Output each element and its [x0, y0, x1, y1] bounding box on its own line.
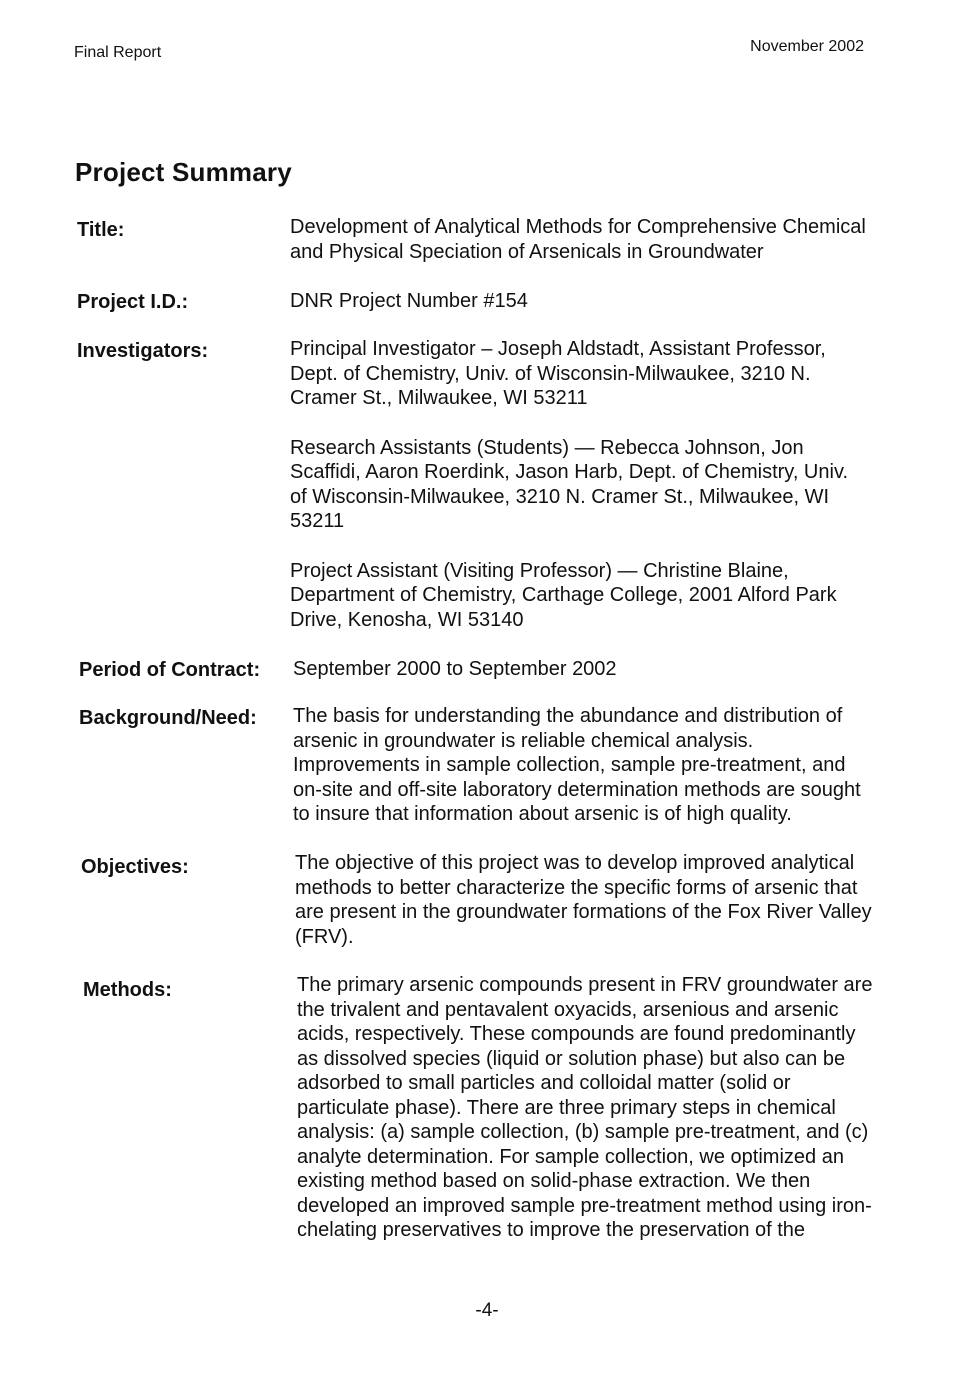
project-assistant-paragraph [290, 559, 848, 633]
text-line: the trivalent and pentavalent oxyacids, arsenious and arsenic [297, 998, 839, 1021]
text-line: Improvements in sample collection, sample pre-treatment, and [293, 754, 846, 776]
section-methods-label: Methods: [83, 979, 172, 1001]
section-period-label: Period of Contract: [79, 659, 261, 681]
text-line: The objective of this project was to develop improved analytical [295, 852, 855, 874]
text-line: Scaffidi, Aaron Roerdink, Jason Harb, Dept. of Chemistry, Univ. [290, 461, 849, 483]
principal-investigator-paragraph [290, 337, 848, 411]
text-line: arsenic in groundwater is reliable chemical analysis. [293, 729, 754, 752]
page-title: Project Summary [75, 157, 292, 187]
section-project-id-content: DNR Project Number #154 [290, 290, 528, 312]
text-line: chelating preservatives to improve the preservation of the [297, 1219, 806, 1241]
text-line: analysis: (a) sample collection, (b) sample pre-treatment, and (c) [297, 1121, 869, 1143]
text-line: The primary arsenic compounds present in FRV groundwater are [297, 974, 873, 996]
text-line: Drive, Kenosha, WI 53140 [290, 608, 524, 631]
header-left: Final Report [74, 44, 162, 61]
text-line: 53211 [290, 510, 345, 532]
text-line: to insure that information about arsenic is of high quality. [293, 803, 792, 825]
text-line: The basis for understanding the abundance and distribution of [293, 705, 843, 727]
section-project-id-label: Project I.D.: [77, 291, 189, 313]
research-assistants-paragraph [290, 436, 848, 534]
section-period-content: September 2000 to September 2002 [293, 658, 617, 680]
section-methods-content [297, 973, 872, 1243]
text-line: are present in the groundwater formations of the Fox River Valley [295, 901, 872, 923]
header-right: November 2002 [750, 38, 864, 55]
text-line: analyte determination. For sample collection, we optimized an [297, 1145, 844, 1168]
text-line: (FRV). [295, 925, 354, 948]
text-line: acids, respectively. These compounds are found predominantly [297, 1023, 856, 1045]
section-investigators-content [290, 337, 848, 632]
text-line: adsorbed to small particles and colloidal matter (solid or [297, 1072, 791, 1094]
text-line: Principal Investigator – Joseph Aldstadt, Assistant Professor, [290, 338, 826, 360]
text-line: existing method based on solid-phase extraction. We then [297, 1170, 811, 1192]
text-line: of Wisconsin-Milwaukee, 3210 N. Cramer St., Milwaukee, WI [290, 485, 830, 508]
text-line: Dept. of Chemistry, Univ. of Wisconsin-Milwaukee, 3210 N. [290, 362, 811, 385]
section-title-label: Title: [77, 219, 125, 241]
section-objectives-label: Objectives: [81, 856, 189, 878]
section-background-label: Background/Need: [79, 707, 257, 729]
text-line: Development of Analytical Methods for Comprehensive Chemical [290, 216, 866, 238]
section-background-content [293, 704, 861, 827]
text-line: Department of Chemistry, Carthage College, 2001 Alford Park [290, 584, 837, 606]
section-title-content [290, 215, 866, 264]
text-line: as dissolved species (liquid or solution phase) but also can be [297, 1047, 846, 1070]
text-line: and Physical Speciation of Arsenicals in Groundwater [290, 240, 764, 263]
text-line: Project Assistant (Visiting Professor) — Christine Blaine, [290, 559, 789, 582]
section-investigators-label: Investigators: [77, 340, 209, 362]
text-line: methods to better characterize the specific forms of arsenic that [295, 876, 858, 899]
text-line: Research Assistants (Students) — Rebecca Johnson, Jon [290, 436, 804, 459]
text-line: particulate phase). There are three primary steps in chemical [297, 1096, 836, 1119]
text-line: Cramer St., Milwaukee, WI 53211 [290, 387, 588, 409]
text-line: on-site and off-site laboratory determination methods are sought [293, 778, 861, 801]
section-objectives-content [295, 851, 872, 949]
page-number: -4- [475, 1300, 499, 1321]
text-line: developed an improved sample pre-treatment method using iron- [297, 1194, 872, 1217]
